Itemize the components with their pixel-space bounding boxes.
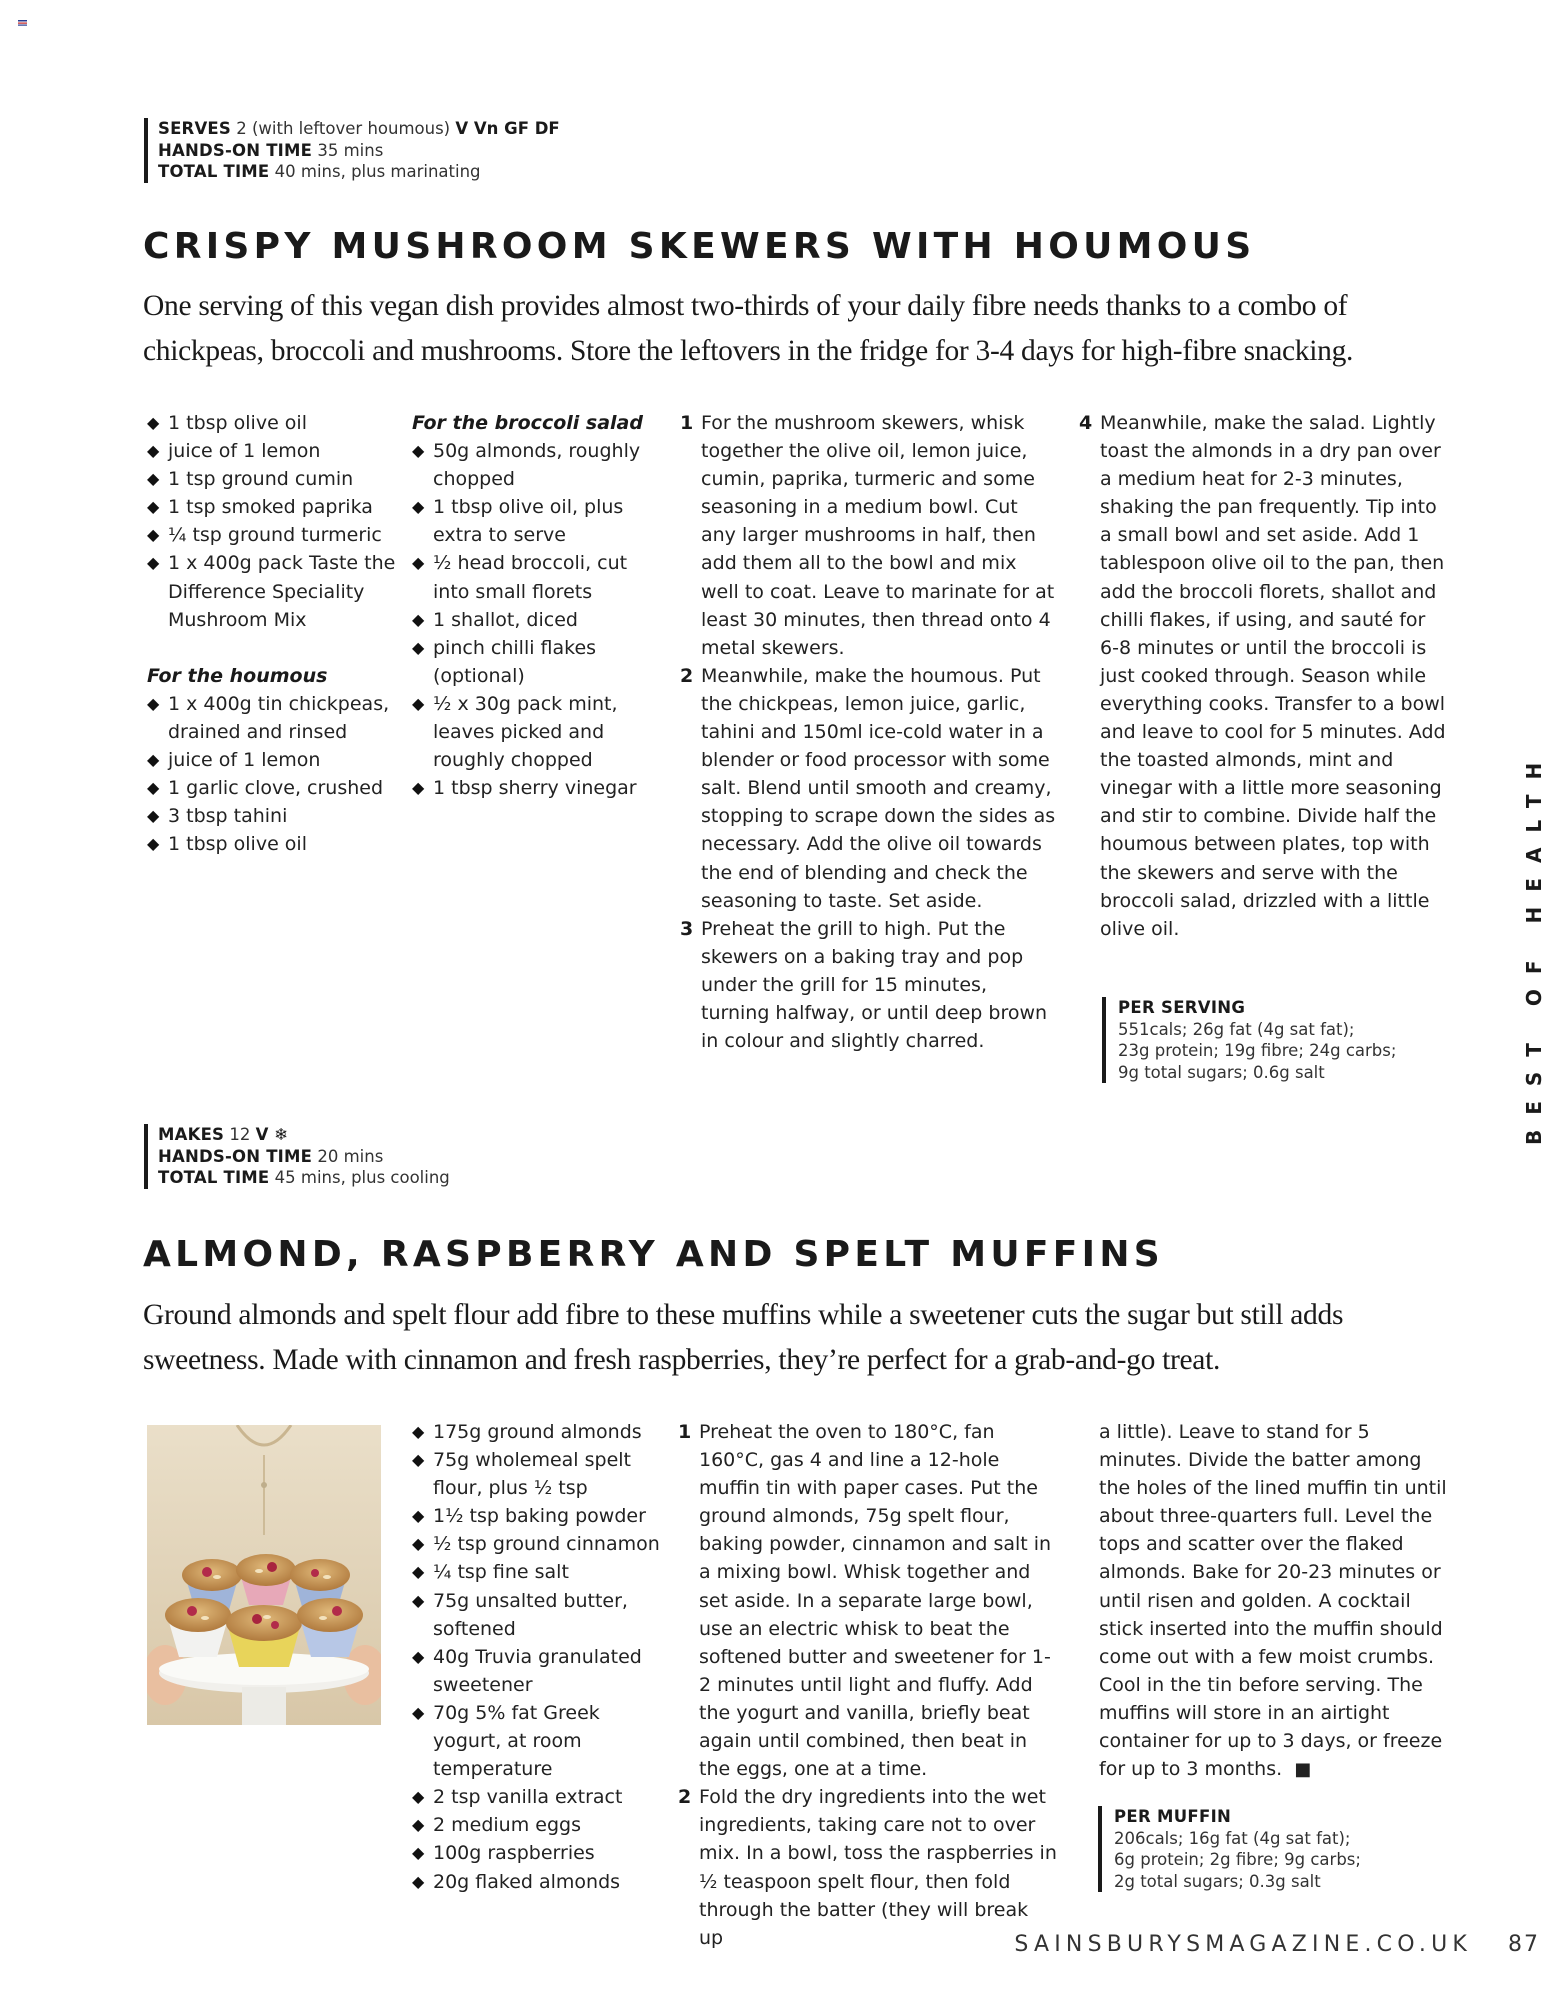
ingredient-item: ◆ 1 tbsp olive oil, plus extra to serve (412, 493, 657, 549)
serves-line: SERVES 2 (with leftover houmous) V Vn GF DF (158, 119, 560, 138)
houmous-subheading: For the houmous (147, 664, 328, 687)
method-list (678, 1418, 1058, 1952)
recipe2-title: ALMOND, RASPBERRY AND SPELT MUFFINS (143, 1234, 1165, 1275)
recipe2-method-column-2 (1099, 1418, 1454, 1784)
ingredient-item: ◆ 1 x 400g tin chickpeas, drained and rinsed (147, 690, 402, 746)
recipe2-method-column-1 (678, 1418, 1058, 1952)
bullet-diamond-icon: ◆ (412, 1871, 425, 1891)
step-number: 2 (678, 1786, 692, 1809)
method-step: 2 Meanwhile, make the houmous. Put the chickpeas, lemon juice, garlic, tahini and 150ml ice-cold water in a blender or food processor with some salt. Blend until smooth and creamy, stopping to scrape down the sides as necessary. Add the olive oil towards the end of blending and check the seasoning to taste. Set aside. (680, 662, 1058, 915)
ingredient-item: ◆ 70g 5% fat Greek yogurt, at room temperature (412, 1699, 662, 1783)
step-number: 1 (678, 1421, 692, 1443)
method-continued-text: a little). Leave to stand for 5 minutes. Divide the batter among the holes of the lined muffin tin until about three-quarters full. Level the tops and scatter over the flaked almonds. Bake for 20-23 minutes or until risen and golden. A cocktail stick inserted into the muffin should come out with a few moist crumbs. Cool in the tin before serving. The muffins will store in an airtight container for up to 3 days, or freeze for up to 3 months. ■ (1099, 1421, 1447, 1781)
ingredient-item: ◆ ¼ tsp ground turmeric (147, 521, 402, 549)
section-side-tab: BEST OF HEALTH (1522, 747, 1546, 1145)
ingredient-item: ◆ 100g raspberries (412, 1839, 662, 1867)
bullet-diamond-icon: ◆ (147, 693, 160, 713)
ingredient-item: ◆ 1 shallot, diced (412, 606, 657, 634)
corner-mark-icon (18, 20, 27, 26)
ingredient-item: ◆ 20g flaked almonds (412, 1868, 662, 1896)
total-time-line: TOTAL TIME 45 mins, plus cooling (158, 1168, 450, 1187)
bullet-diamond-icon: ◆ (412, 637, 425, 657)
ingredient-item: ◆ 1 tbsp olive oil (147, 409, 402, 437)
hands-on-line: HANDS-ON TIME 35 mins (158, 140, 384, 160)
ingredient-item: ◆ 75g wholemeal spelt flour, plus ½ tsp (412, 1446, 662, 1502)
ingredient-item: ◆ 1½ tsp baking powder (412, 1502, 662, 1530)
ingredient-item: ◆ 1 tbsp sherry vinegar (412, 774, 657, 802)
bullet-diamond-icon: ◆ (412, 1590, 425, 1610)
ingredient-item: ◆ 1 x 400g pack Taste the Difference Speciality Mushroom Mix (147, 549, 402, 633)
bullet-diamond-icon: ◆ (412, 553, 425, 573)
broccoli-salad-subheading: For the broccoli salad (412, 412, 643, 434)
bullet-diamond-icon: ◆ (412, 1534, 425, 1554)
recipe1-ingredients-column-1 (147, 409, 402, 858)
ingredient-item: ◆ ¼ tsp fine salt (412, 1558, 662, 1586)
ingredient-item: ◆ pinch chilli flakes (optional) (412, 634, 657, 690)
method-step: 4 Meanwhile, make the salad. Lightly toast the almonds in a dry pan over a medium heat for 2-3 minutes, shaking the pan frequently. Tip into a small bowl and set aside. Add 1 tablespoon olive oil to the pan, then add the broccoli florets, shallot and chilli flakes, if using, and sauté for 6-8 minutes or until the broccoli is just cooked through. Season while everything cooks. Transfer to a bowl and leave to cool for 5 minutes. Add the toasted almonds, mint and vinegar with a little more seasoning and stir to combine. Divide half the houmous between plates, top with the skewers and serve with the broccoli salad, drizzled with a little olive oil. (1079, 409, 1449, 943)
recipe2-meta (144, 1124, 450, 1189)
bullet-diamond-icon: ◆ (412, 609, 425, 629)
bullet-diamond-icon: ◆ (147, 413, 160, 432)
page-number: 87 (1508, 1932, 1540, 1957)
ingredient-item: ◆ ½ head broccoli, cut into small florets (412, 549, 657, 605)
diet-codes: V ❄ (255, 1125, 288, 1144)
bullet-diamond-icon: ◆ (147, 834, 160, 854)
recipe1-nutrition: PER SERVING 551cals; 26g fat (4g sat fat); 23g protein; 19g fibre; 24g carbs; 9g total sugars; 0.6g salt (1102, 997, 1396, 1083)
ingredients-main-list (147, 409, 402, 634)
bullet-diamond-icon: ◆ (147, 750, 160, 770)
total-time-line: TOTAL TIME 40 mins, plus marinating (158, 162, 481, 181)
hands-on-line: HANDS-ON TIME 20 mins (158, 1146, 384, 1166)
ingredient-item: ◆ juice of 1 lemon (147, 746, 402, 774)
recipe1-intro: One serving of this vegan dish provides almost two-thirds of your daily fibre needs thanks to a combo of chickpeas, broccoli and mushrooms. Store the leftovers in the fridge for 3-4 days for high-fibre snacking. (143, 290, 1354, 367)
bullet-diamond-icon: ◆ (412, 441, 425, 461)
recipe1-title: CRISPY MUSHROOM SKEWERS WITH HOUMOUS (143, 226, 1256, 267)
recipe1-method-column-2 (1079, 409, 1449, 943)
ingredient-item: ◆ 2 tsp vanilla extract (412, 1783, 662, 1811)
step-number: 1 (680, 412, 694, 434)
ingredients-houmous-list (147, 690, 402, 859)
magazine-url: SAINSBURYSMAGAZINE.CO.UK (1014, 1932, 1472, 1957)
ingredient-item: ◆ ½ tsp ground cinnamon (412, 1530, 662, 1558)
ingredient-item: ◆ 3 tbsp tahini (147, 802, 402, 830)
muffins-photo (147, 1425, 381, 1725)
ingredients-list (412, 1418, 662, 1896)
step-number: 2 (680, 664, 694, 687)
makes-line: MAKES 12 V ❄ (158, 1125, 288, 1144)
method-step: 1 For the mushroom skewers, whisk together the olive oil, lemon juice, cumin, paprika, turmeric and some seasoning in a medium bowl. Cut any larger mushrooms in half, then add them all to the bowl and mix well to coat. Leave to marinate for at least 30 minutes, then thread onto 4 metal skewers. (680, 409, 1058, 662)
end-mark-icon: ■ (1294, 1759, 1312, 1781)
method-step: 1 Preheat the oven to 180°C, fan 160°C, gas 4 and line a 12-hole muffin tin with paper cases. Put the ground almonds, 75g spelt flour, baking powder, cinnamon and salt in a mixing bowl. Whisk together and set aside. In a separate large bowl, use an electric whisk to beat the softened butter and sweetener for 1-2 minutes until light and fluffy. Add the yogurt and vanilla, briefly beat again until combined, then beat in the eggs, one at a time. (678, 1418, 1058, 1783)
bullet-diamond-icon: ◆ (147, 469, 160, 489)
recipe1-method-column-1 (680, 409, 1058, 1055)
recipe2-nutrition: PER MUFFIN 206cals; 16g fat (4g sat fat); 6g protein; 2g fibre; 9g carbs; 2g total sugars; 0.3g salt (1098, 1806, 1361, 1892)
bullet-diamond-icon: ◆ (412, 497, 425, 517)
recipe1-ingredients-column-2 (412, 409, 657, 802)
bullet-diamond-icon: ◆ (412, 1815, 425, 1835)
ingredient-item: ◆ 75g unsalted butter, softened (412, 1587, 662, 1643)
bullet-diamond-icon: ◆ (412, 1702, 425, 1722)
ingredient-item: ◆ 1 garlic clove, crushed (147, 774, 402, 802)
ingredient-item: ◆ 1 tsp smoked paprika (147, 493, 402, 521)
method-step: 3 Preheat the grill to high. Put the skewers on a baking tray and pop under the grill for 15 minutes, turning halfway, or until deep brown in colour and slightly charred. (680, 915, 1058, 1055)
bullet-diamond-icon: ◆ (147, 806, 160, 826)
muffins-illustration (147, 1425, 381, 1725)
bullet-diamond-icon: ◆ (412, 1646, 425, 1666)
ingredients-salad-list (412, 437, 657, 802)
bullet-diamond-icon: ◆ (412, 1843, 425, 1863)
bullet-diamond-icon: ◆ (412, 1450, 425, 1470)
bullet-diamond-icon: ◆ (147, 497, 160, 517)
bullet-diamond-icon: ◆ (412, 1562, 425, 1582)
ingredient-item: ◆ juice of 1 lemon (147, 437, 402, 465)
ingredient-item: ◆ 50g almonds, roughly chopped (412, 437, 657, 493)
bullet-diamond-icon: ◆ (147, 441, 160, 461)
recipe2-intro: Ground almonds and spelt flour add fibre to these muffins while a sweetener cuts the sugar but still adds sweetness. Made with cinnamon and fresh raspberries, they’re perfect for a grab-and-go treat. (143, 1299, 1344, 1376)
method-step: 2 Fold the dry ingredients into the wet ingredients, taking care not to over mix. In a bowl, toss the raspberries in ½ teaspoon spelt flour, then fold through the batter (they will break up (678, 1783, 1058, 1952)
bullet-diamond-icon: ◆ (147, 525, 160, 545)
method-list-continued (1079, 409, 1449, 943)
ingredient-item: ◆ 40g Truvia granulated sweetener (412, 1643, 662, 1699)
bullet-diamond-icon: ◆ (412, 1787, 425, 1807)
bullet-diamond-icon: ◆ (147, 778, 160, 798)
bullet-diamond-icon: ◆ (412, 693, 425, 713)
step-number: 3 (680, 917, 694, 940)
bullet-diamond-icon: ◆ (412, 778, 425, 798)
recipe1-meta (144, 118, 560, 183)
ingredient-item: ◆ 2 medium eggs (412, 1811, 662, 1839)
bullet-diamond-icon: ◆ (412, 1506, 425, 1526)
diet-codes: V Vn GF DF (455, 119, 560, 138)
method-list (680, 409, 1058, 1055)
ingredient-item: ◆ 1 tbsp olive oil (147, 830, 402, 858)
bullet-diamond-icon: ◆ (412, 1422, 425, 1441)
recipe2-ingredients-column (412, 1418, 662, 1896)
ingredient-item: ◆ ½ x 30g pack mint, leaves picked and roughly chopped (412, 690, 657, 774)
page-footer (1014, 1932, 1540, 1957)
bullet-diamond-icon: ◆ (147, 553, 160, 573)
step-number: 4 (1079, 412, 1093, 434)
ingredient-item: ◆ 1 tsp ground cumin (147, 465, 402, 493)
ingredient-item: ◆ 175g ground almonds (412, 1418, 662, 1446)
